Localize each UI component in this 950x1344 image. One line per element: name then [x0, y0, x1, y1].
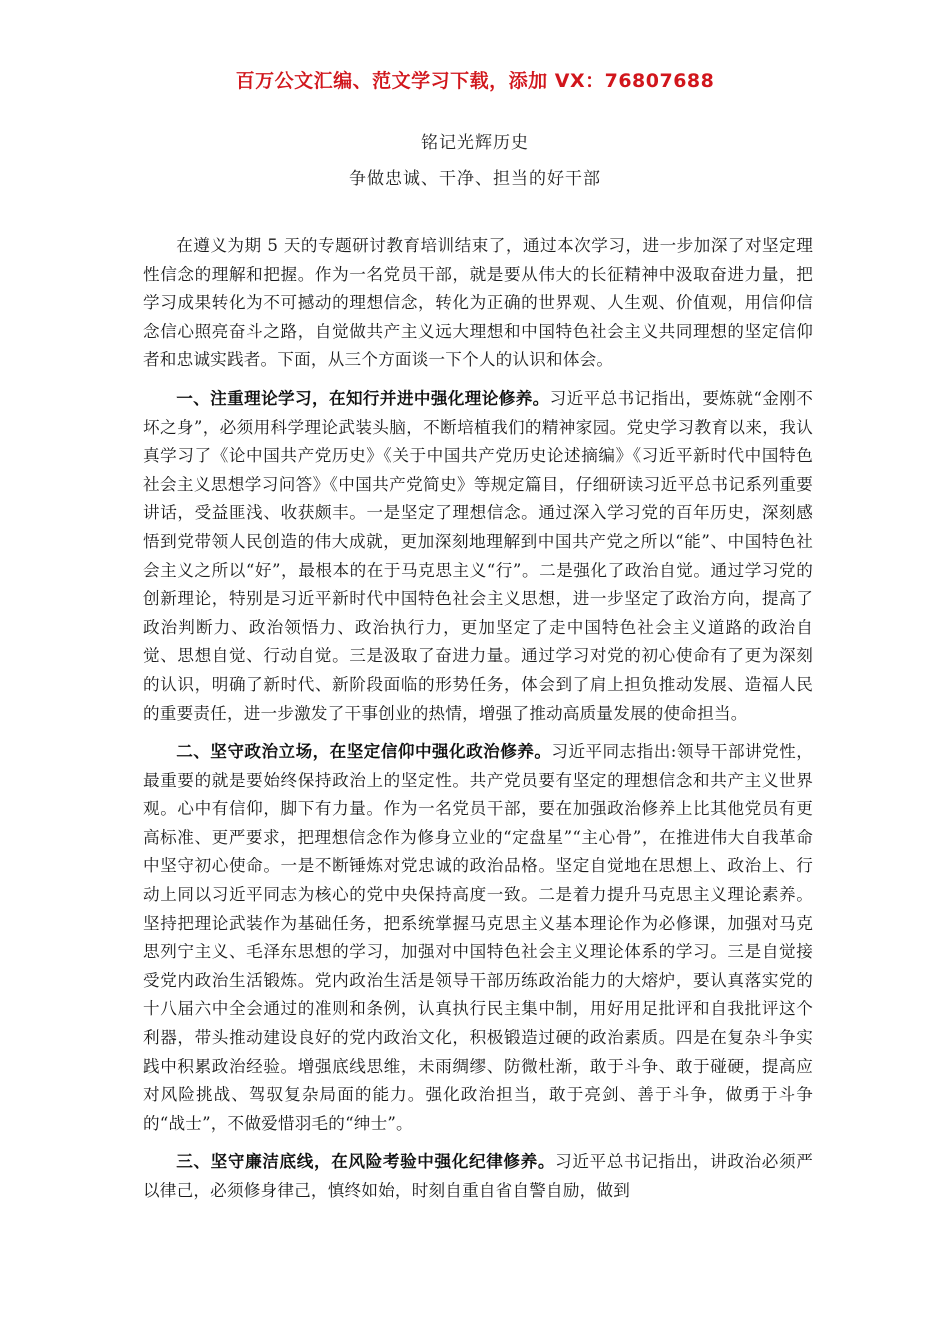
section-text: 习近平总书记指出，要炼就“金刚不坏之身”，必须用科学理论武装头脑，不断培植我们的精神家园。党史学习教育以来，我认真学习了《论中国共产党历史》《关于中国共产党历史论述摘编》《习近平新时代中国特色社会主义思想学习问答》《中国共产党简史》等规定篇目，仔细研读习近平总书记系列重要讲话，受益匪浅、收获颇丰。一是坚定了理想信念。通过深入学习党的百年历史，深刻感悟到党带领人民创造的伟大成就，更加深刻地理解到中国共产党之所以“能”、中国特色社会主义之所以“好”，最根本的在于马克思主义“行”。二是强化了政治自觉。通过学习党的创新理论，特别是习近平新时代中国特色社会主义思想，进一步坚定了政治方向，提高了政治判断力、政治领悟力、政治执行力，更加坚定了走中国特色社会主义道路的政治自觉、思想自觉、行动自觉。三是汲取了奋进力量。通过学习对党的初心使命有了更为深刻的认识，明确了新时代、新阶段面临的形势任务，体会到了肩上担负推动发展、造福人民的重要责任，进一步激发了干事创业的热情，增强了推动高质量发展的使命担当。 [143, 388, 813, 723]
document-title: 铭记光辉历史 [421, 133, 529, 153]
header-banner: 百万公文汇编、范文学习下载，添加 VX：76807688 [235, 70, 715, 92]
intro-paragraph: 在遵义为期 5 天的专题研讨教育培训结束了，通过本次学习，进一步加深了对坚定理性信念的理解和把握。作为一名党员干部，就是要从伟大的长征精神中汲取奋进力量，把学习成果转化为不可撼动的理想信念，转化为正确的世界观、人生观、价值观，用信仰信念信心照亮奋斗之路，自觉做共产主义远大理想和中国特色社会主义共同理想的坚定信仰者和忠诚实践者。下面，从三个方面谈一下个人的认识和体会。 [143, 236, 813, 370]
section-paragraph [143, 384, 813, 728]
section-text: 习近平同志指出:领导干部讲党性，最重要的就是要始终保持政治上的坚定性。共产党员要有坚定的理想信念和共产主义世界观。心中有信仰，脚下有力量。作为一名党员干部，要在加强政治修养上比其他党员有更高标准、更严要求，把理想信念作为修身立业的“定盘星”“主心骨”，在推进伟大自我革命中坚守初心使命。一是不断锤炼对党忠诚的政治品格。坚定自觉地在思想上、政治上、行动上同以习近平同志为核心的党中央保持高度一致。二是着力提升马克思主义理论素养。坚持把理论武装作为基础任务，把系统掌握马克思主义基本理论作为必修课，加强对马克思列宁主义、毛泽东思想的学习，加强对中国特色社会主义理论体系的学习。三是自觉接受党内政治生活锻炼。党内政治生活是领导干部历练政治能力的大熔炉，要认真落实党的十八届六中全会通过的准则和条例，认真执行民主集中制，用好用足批评和自我批评这个利器，带头推动建设良好的党内政治文化，积极锻造过硬的政治素质。四是在复杂斗争实践中积累政治经验。增强底线思维，未雨绸缪、防微杜渐，敢于斗争、敢于碰硬，提高应对风险挑战、驾驭复杂局面的能力。强化政治担当，敢于亮剑、善于斗争，做勇于斗争的“战士”，不做爱惜羽毛的“绅士”。 [143, 742, 813, 1133]
section-paragraph [143, 1147, 813, 1205]
section-paragraph [143, 737, 813, 1138]
section-heading: 二、坚守政治立场，在坚定信仰中强化政治修养。 [176, 741, 552, 762]
document-body [143, 232, 813, 1215]
document-subtitle: 争做忠诚、干净、担当的好干部 [349, 169, 601, 189]
section-heading: 三、坚守廉洁底线，在风险考验中强化纪律修养。 [176, 1151, 556, 1172]
section-text: 习近平总书记指出，讲政治必须严以律己，必须修身律己，慎终如始，时刻自重自省自警自励，做到 [143, 1152, 814, 1200]
section-heading: 一、注重理论学习，在知行并进中强化理论修养。 [176, 387, 550, 408]
